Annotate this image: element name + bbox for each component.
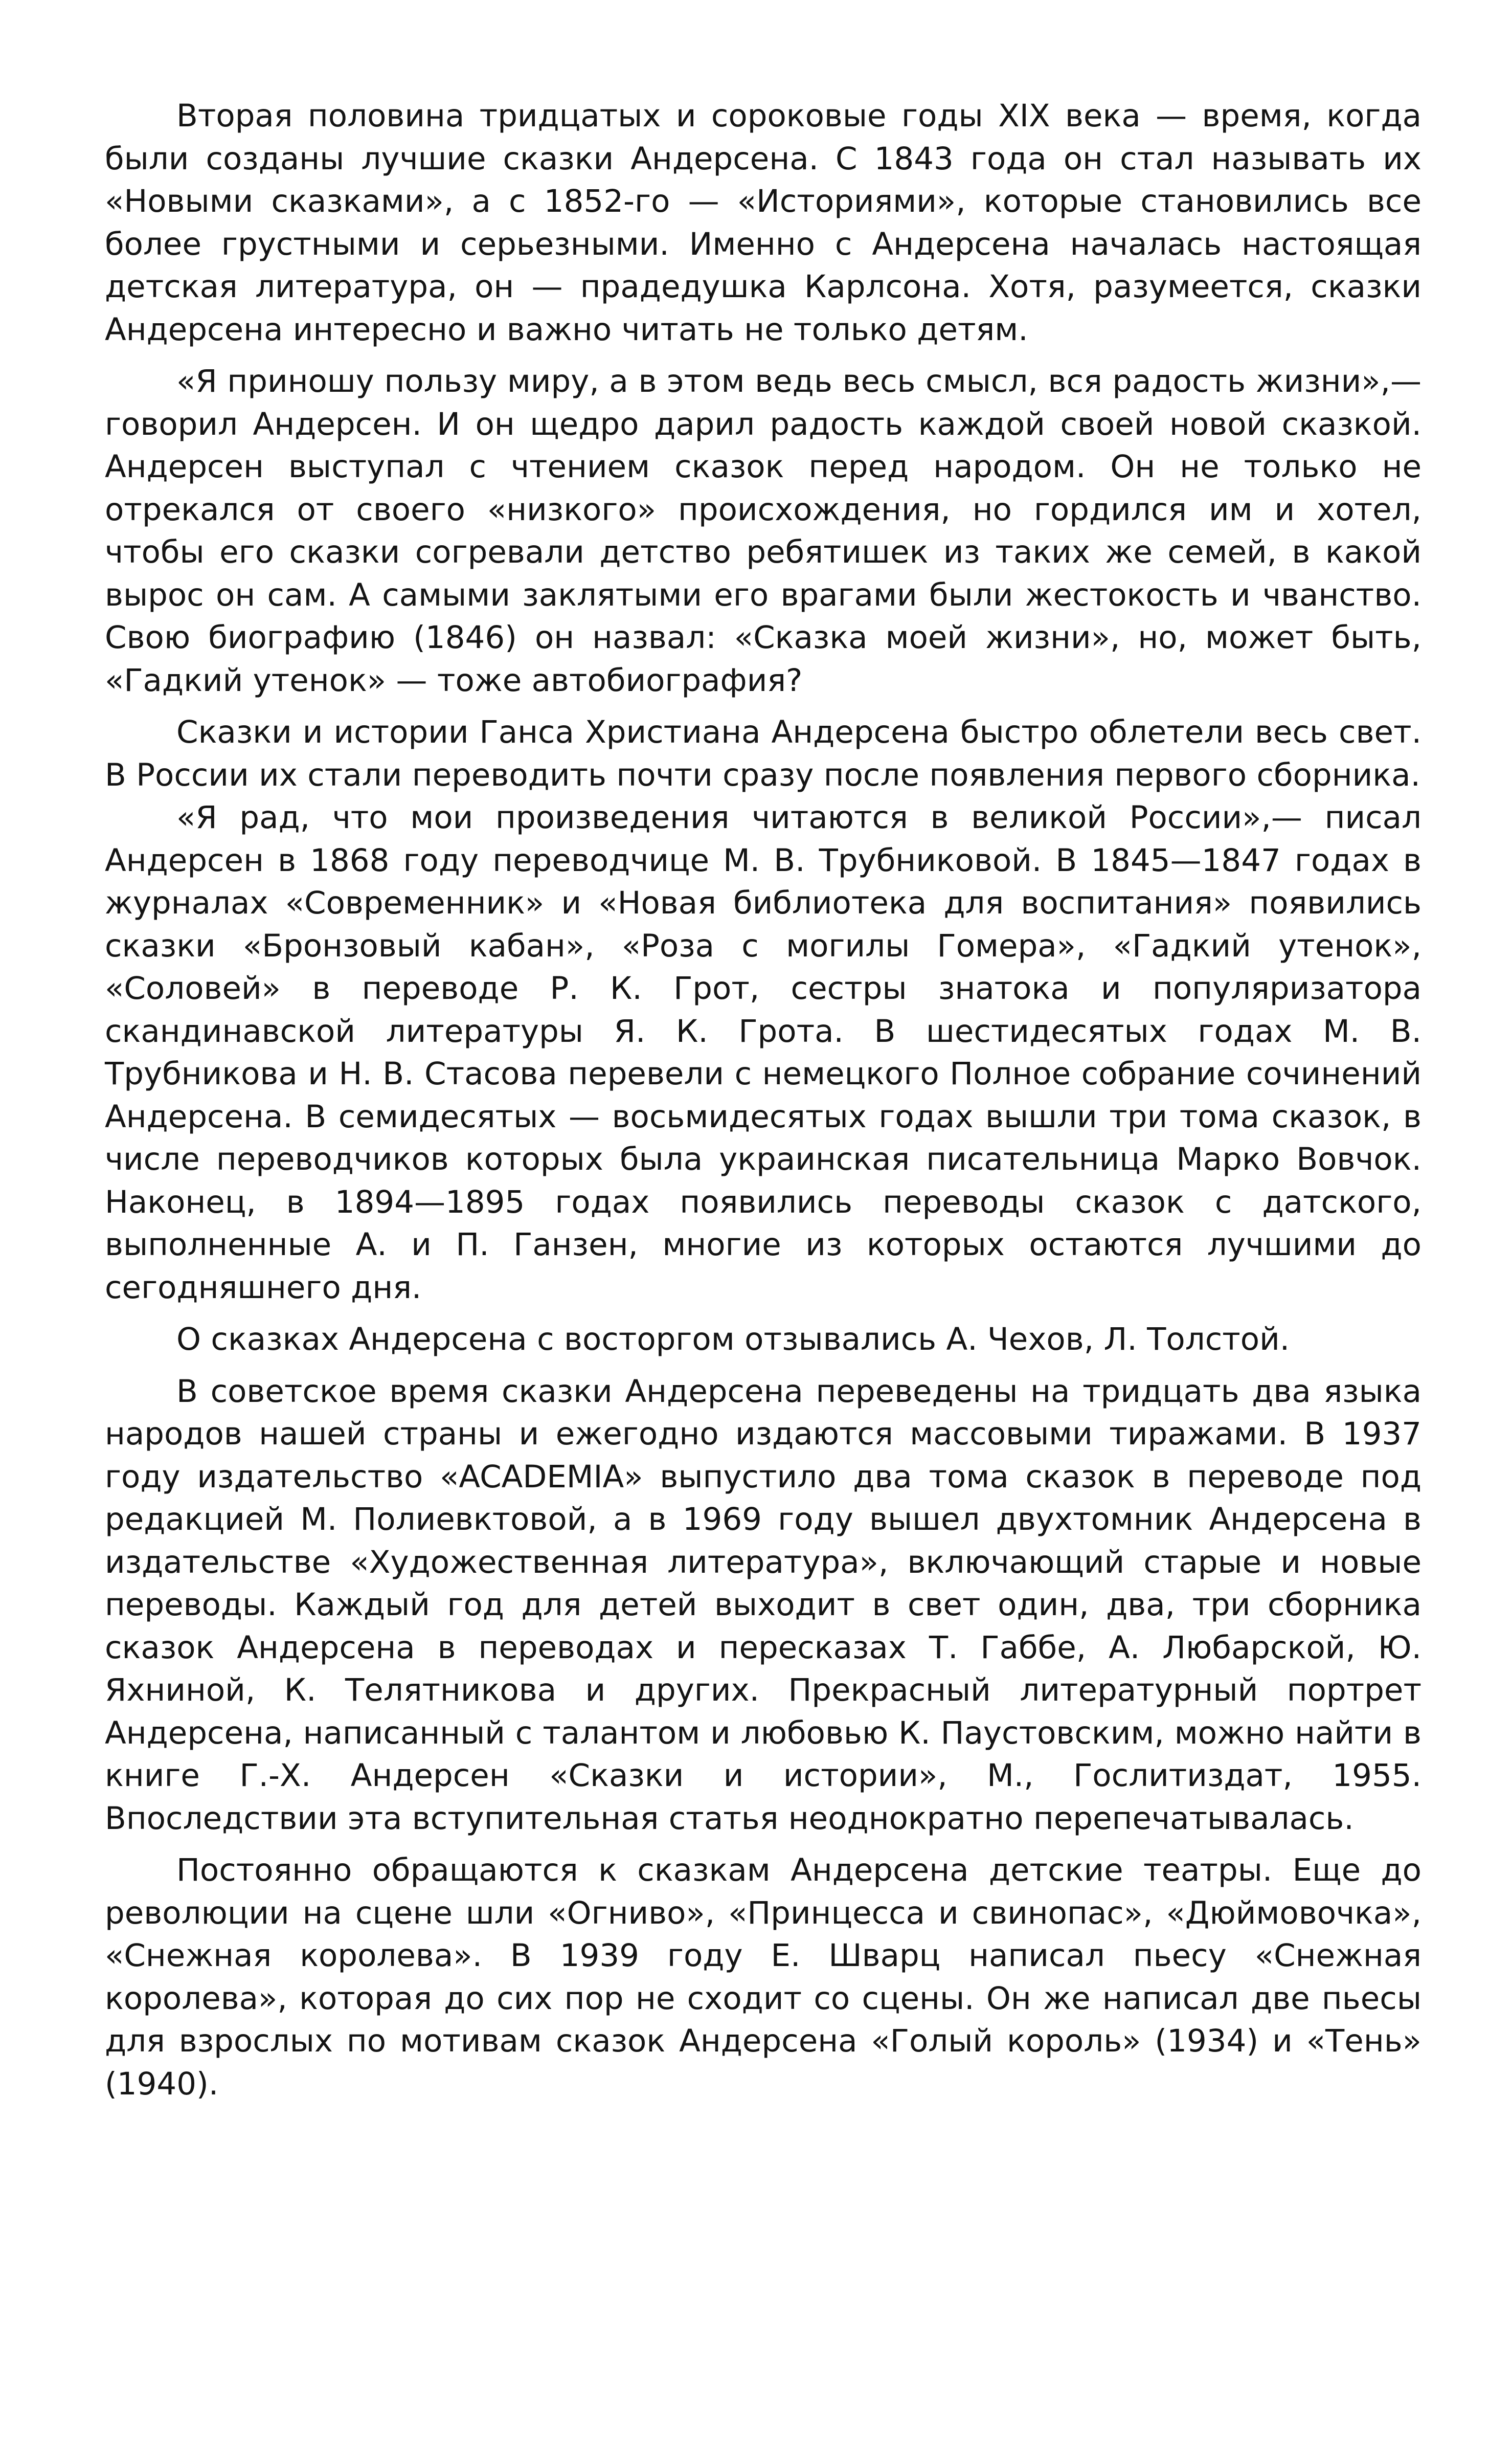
- paragraph-theatres: Постоянно обращаются к сказкам Андерсена детские театры. Еще до революции на сцене шли «Огниво», «Принцесса и свинопас», «Дюймовочка», «Снежная королева». В 1939 году Е. Шварц написал пьесу «Снежная королева», которая до сих пор не сходит со сцены. Он же написал две пьесы для взрослых по мотивам сказок Андерсена «Голый король» (1934) и «Тень» (1940).: [105, 1852, 1421, 2102]
- paragraph-spread: Сказки и истории Ганса Христиана Андерсена быстро облетели весь свет. В России их стали переводить почти сразу после появления первого сборника.: [105, 714, 1421, 793]
- document-page: [105, 95, 1421, 2114]
- paragraph-golden-age: Вторая половина тридцатых и сороковые годы XIX века — время, когда были созданы лучшие сказки Андерсена. С 1843 года он стал называть их «Новыми сказками», а с 1852-го — «Историями», которые становились все более грустными и серьезными. Именно с Андерсена началась настоящая детская литература, он — прадедушка Карлсона. Хотя, разумеется, сказки Андерсена интересно и важно читать не только детям.: [105, 98, 1421, 348]
- paragraph-andersen-quote: «Я приношу пользу миру, а в этом ведь весь смысл, вся радость жизни»,— говорил Андерсен. И он щедро дарил радость каждой своей новой сказкой. Андерсен выступал с чтением сказок перед народом. Он не только не отрекался от своего «низкого» происхождения, но гордился им и хотел, чтобы его сказки согревали детство ребятишек из таких же семей, в какой вырос он сам. А самыми заклятыми его врагами были жестокость и чванство. Свою биографию (1846) он назвал: «Сказка моей жизни», но, может быть, «Гадкий утенок» — тоже автобиография?: [105, 363, 1421, 699]
- paragraph-russian-translations: «Я рад, что мои произведения читаются в великой России»,— писал Андерсен в 1868 году переводчице М. В. Трубниковой. В 1845—1847 годах в журналах «Современник» и «Новая библиотека для воспитания» появились сказки «Бронзовый кабан», «Роза с могилы Гомера», «Гадкий утенок», «Соловей» в переводе Р. К. Грот, сестры знатока и популяризатора скандинавской литературы Я. К. Грота. В шестидесятых годах М. В. Трубникова и Н. В. Стасова перевели с немецкого Полное собрание сочинений Андерсена. В семидесятых — восьмидесятых годах вышли три тома сказок, в числе переводчиков которых была украинская писательница Марко Вовчок. Наконец, в 1894—1895 годах появились переводы сказок с датского, выполненные А. и П. Ганзен, многие из которых остаются лучшими до сегодняшнего дня.: [105, 799, 1421, 1306]
- paragraph-soviet-editions: В советское время сказки Андерсена переведены на тридцать два языка народов нашей страны и ежегодно издаются массовыми тиражами. В 1937 году издательство «ACADEMIA» выпустило два тома сказок в переводе под редакцией М. Полиевктовой, а в 1969 году вышел двухтомник Андерсена в издательстве «Художественная литература», включающий старые и новые переводы. Каждый год для детей выходит в свет один, два, три сборника сказок Андерсена в переводах и пересказах Т. Габбе, А. Любарской, Ю. Яхниной, К. Телятникова и других. Прекрасный литературный портрет Андерсена, написанный с талантом и любовью К. Паустовским, можно найти в книге Г.-Х. Андерсен «Сказки и истории», М., Гослитиздат, 1955. Впоследствии эта вступительная статья неоднократно перепечатывалась.: [105, 1373, 1421, 1837]
- paragraph-chekhov-tolstoy: О сказках Андерсена с восторгом отзывались А. Чехов, Л. Толстой.: [176, 1321, 1290, 1357]
